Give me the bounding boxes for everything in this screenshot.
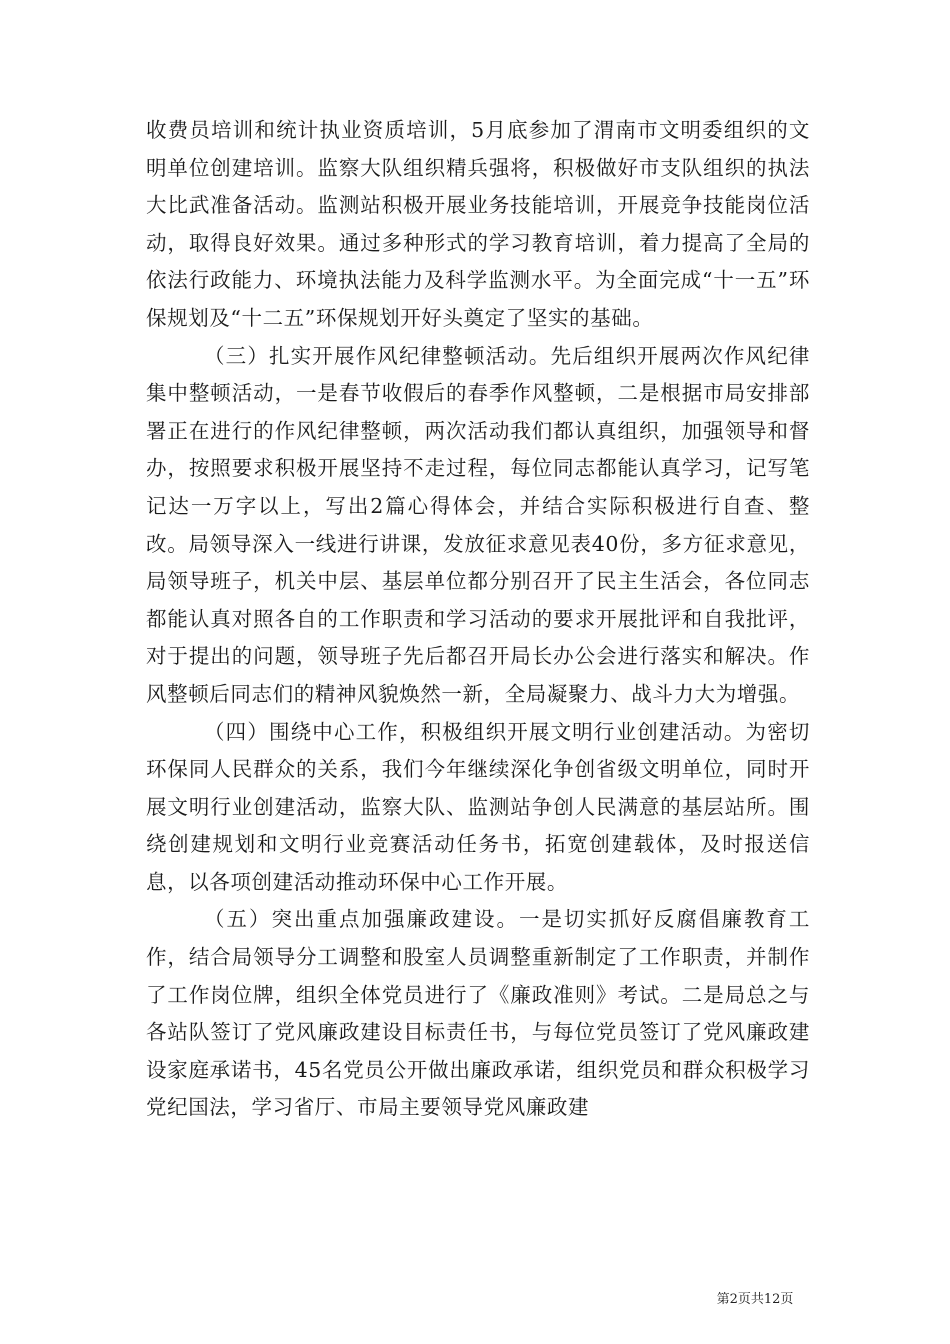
page-number-footer: 第2页共12页 <box>716 1292 794 1307</box>
paragraph-section-5: （五）突出重点加强廉政建设。一是切实抓好反腐倡廉教育工作，结合局领导分工调整和股室人员调整重新制定了工作职责，并制作了工作岗位牌，组织全体党员进行了《廉政准则》考试。二是局总之与各站队签订了党风廉政建设目标责任书，与每位党员签订了党风廉政建设家庭承诺书，45名党员公开做出廉政承诺，组织党员和群众积极学习党纪国法，学习省厅、市局主要领导党风廉政建 <box>146 907 810 1120</box>
paragraph-section-3: （三）扎实开展作风纪律整顿活动。先后组织开展两次作风纪律集中整顿活动，一是春节收假后的春季作风整顿，二是根据市局安排部署正在进行的作风纪律整顿，两次活动我们都认真组织，加强领导和督办，按照要求积极开展坚持不走过程，每位同志都能认真学习，记写笔记达一万字以上，写出2篇心得体会，并结合实际积极进行自查、整改。局领导深入一线进行讲课，发放征求意见表40份，多方征求意见，局领导班子，机关中层、基层单位都分别召开了民主生活会，各位同志都能认真对照各自的工作职责和学习活动的要求开展批评和自我批评，对于提出的问题，领导班子先后都召开局长办公会进行落实和解决。作风整顿后同志们的精神风貌焕然一新，全局凝聚力、战斗力大为增强。 <box>146 343 810 706</box>
paragraph-continuation: 收费员培训和统计执业资质培训，5月底参加了渭南市文明委组织的文明单位创建培训。监察大队组织精兵强将，积极做好市支队组织的执法大比武准备活动。监测站积极开展业务技能培训，开展竞争技能岗位活动，取得良好效果。通过多种形式的学习教育培训，着力提高了全局的依法行政能力、环境执法能力及科学监测水平。为全面完成“十一五”环保规划及“十二五”环保规划开好头奠定了坚实的基础。 <box>146 118 810 330</box>
document-body <box>146 112 810 1127</box>
paragraph-section-4: （四）围绕中心工作，积极组织开展文明行业创建活动。为密切环保同人民群众的关系，我们今年继续深化争创省级文明单位，同时开展文明行业创建活动，监察大队、监测站争创人民满意的基层站所。围绕创建规划和文明行业竞赛活动任务书，拓宽创建载体，及时报送信息，以各项创建活动推动环保中心工作开展。 <box>146 719 810 894</box>
